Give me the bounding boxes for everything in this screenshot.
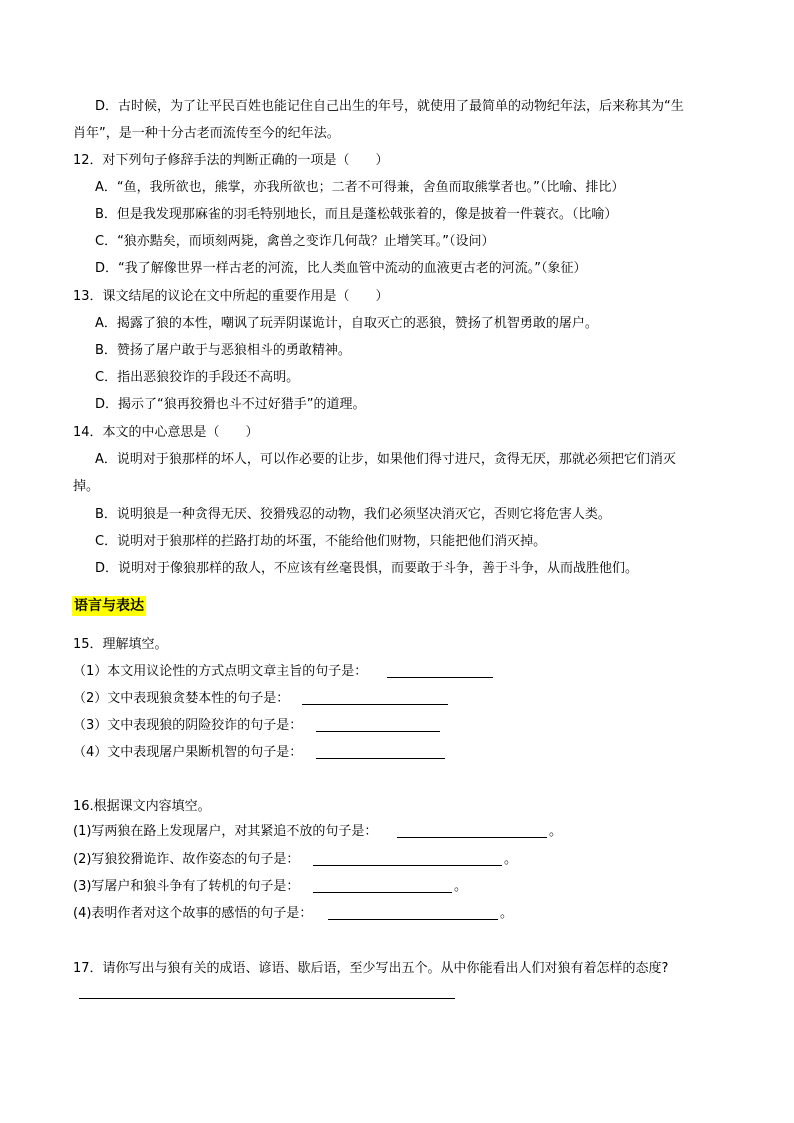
q14-option-a-line1: A．说明对于狼那样的坏人，可以作必要的让步，如果他们得寸进尺，贪得无厌，那就必须把它们消灭 xyxy=(95,452,676,467)
q16-item-1-period: 。 xyxy=(549,824,563,839)
q15-stem: 15．理解填空。 xyxy=(73,637,168,652)
q12-option-d: D．“我了解像世界一样古老的河流，比人类血管中流动的血液更古老的河流。”（象征） xyxy=(95,261,587,276)
q14-option-a-line2: 掉。 xyxy=(73,479,100,494)
q12-option-b: B．但是我发现那麻雀的羽毛特别地长，而且是蓬松戟张着的，像是披着一件蓑衣。（比喻） xyxy=(95,207,618,222)
section-title: 语言与表达 xyxy=(74,598,144,614)
q14-option-d: D．说明对于像狼那样的敌人，不应该有丝毫畏惧，而要敢于斗争，善于斗争，从而战胜他们。 xyxy=(95,561,639,576)
q15-item-2: （2）文中表现狼贪婪本性的句子是： xyxy=(73,691,290,706)
q16-item-3-period: 。 xyxy=(454,879,468,894)
q12-option-a: A．“鱼，我所欲也，熊掌，亦我所欲也；二者不可得兼，舍鱼而取熊掌者也。”（比喻、排比） xyxy=(95,180,625,195)
q13-option-a: A．揭露了狼的本性，嘲讽了玩弄阴谋诡计，自取灭亡的恶狼，赞扬了机智勇敢的屠户。 xyxy=(95,316,598,331)
q16-item-1-blank[interactable] xyxy=(397,837,547,838)
q13-option-d: D．揭示了“狼再狡猾也斗不过好猎手”的道理。 xyxy=(95,397,366,412)
q11-option-d-line2: 肖年”，是一种十分古老而流传至今的纪年法。 xyxy=(73,126,340,141)
q15-item-3-blank[interactable] xyxy=(316,731,440,732)
q16-item-2: (2)写狼狡猾诡诈、故作姿态的句子是： xyxy=(73,852,300,867)
q16-item-4: (4)表明作者对这个故事的感悟的句子是： xyxy=(73,906,313,921)
q13-option-b: B．赞扬了屠户敢于与恶狼相斗的勇敢精神。 xyxy=(95,343,351,358)
q17-answer-blank[interactable] xyxy=(79,998,455,999)
q15-item-1: （1）本文用议论性的方式点明文章主旨的句子是： xyxy=(73,664,368,679)
q16-item-4-period: 。 xyxy=(500,906,514,921)
q13-option-c: C．指出恶狼狡诈的手段还不高明。 xyxy=(95,370,300,385)
q17-stem: 17．请你写出与狼有关的成语、谚语、歇后语，至少写出五个。从中你能看出人们对狼有着怎样的态度? xyxy=(73,961,669,976)
q15-item-2-blank[interactable] xyxy=(302,704,448,705)
q15-item-4: （4）文中表现屠户果断机智的句子是： xyxy=(73,745,303,760)
q11-option-d-line1: D．古时候，为了让平民百姓也能记住自己出生的年号，就使用了最简单的动物纪年法，后来称其为“生 xyxy=(95,99,684,114)
q16-item-3: (3)写屠户和狼斗争有了转机的句子是： xyxy=(73,879,300,894)
q15-item-4-blank[interactable] xyxy=(316,758,445,759)
q16-item-4-blank[interactable] xyxy=(328,919,498,920)
q16-item-3-blank[interactable] xyxy=(313,892,452,893)
q12-stem: 12．对下列句子修辞手法的判断正确的一项是（ ） xyxy=(73,153,389,168)
q12-option-c: C．“狼亦黠矣，而顷刻两毙，禽兽之变诈几何哉？止增笑耳。”（设问） xyxy=(95,234,495,249)
q16-item-2-period: 。 xyxy=(504,852,518,867)
q14-stem: 14．本文的中心意思是（ ） xyxy=(73,425,259,440)
q15-item-1-blank[interactable] xyxy=(387,677,493,678)
q15-item-3: （3）文中表现狼的阴险狡诈的句子是： xyxy=(73,718,303,733)
q16-item-1: (1)写两狼在路上发现屠户，对其紧追不放的句子是： xyxy=(73,824,378,839)
q16-stem: 16.根据课文内容填空。 xyxy=(73,799,211,814)
q14-option-c: C．说明对于狼那样的拦路打劫的坏蛋，不能给他们财物，只能把他们消灭掉。 xyxy=(95,534,547,549)
q14-option-b: B．说明狼是一种贪得无厌、狡猾残忍的动物，我们必须坚决消灭它，否则它将危害人类。 xyxy=(95,507,611,522)
q13-stem: 13．课文结尾的议论在文中所起的重要作用是（ ） xyxy=(73,289,389,304)
q16-item-2-blank[interactable] xyxy=(313,865,502,866)
